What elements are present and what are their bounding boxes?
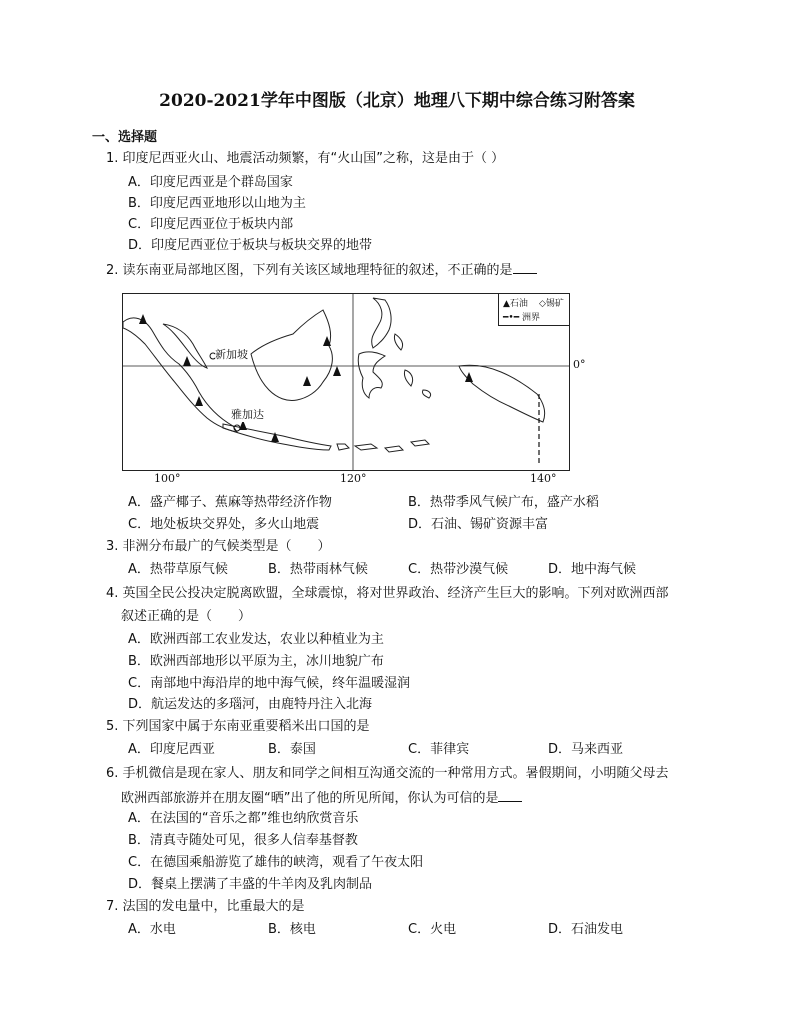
question-number: 3. bbox=[106, 539, 119, 554]
question-text: 手机微信是现在家人、朋友和同学之间相互沟通交流的一种常用方式。暑假期间，小明随父母去 bbox=[122, 766, 669, 781]
option-3d: D．地中海气候 bbox=[548, 562, 637, 577]
question-7 bbox=[106, 899, 305, 915]
question-number: 1. bbox=[106, 151, 119, 166]
option-3b: B．热带雨林气候 bbox=[268, 562, 368, 577]
question-text: 印度尼西亚火山、地震活动频繁，有“火山国”之称，这是由于（ ） bbox=[122, 151, 505, 166]
question-number: 5. bbox=[106, 719, 119, 734]
option-1b: B．印度尼西亚地形以山地为主 bbox=[128, 196, 306, 211]
option-7c: C．火电 bbox=[408, 922, 457, 937]
option-5a: A．印度尼西亚 bbox=[128, 742, 215, 757]
question-text: 非洲分布最广的气候类型是（ ） bbox=[122, 539, 331, 554]
option-5b: B．泰国 bbox=[268, 742, 316, 757]
option-4d: D．航运发达的多瑙河，由鹿特丹注入北海 bbox=[128, 697, 373, 712]
answer-blank bbox=[513, 261, 537, 274]
answer-blank bbox=[498, 789, 522, 802]
option-6b: B．清真寺随处可见，很多人信奉基督教 bbox=[128, 833, 358, 848]
tick-lat-0: 0° bbox=[573, 358, 586, 371]
option-2d: D．石油、锡矿资源丰富 bbox=[408, 517, 549, 532]
option-7a: A．水电 bbox=[128, 922, 176, 937]
question-2 bbox=[106, 261, 537, 279]
option-6a: A．在法国的“音乐之都”维也纳欣赏音乐 bbox=[128, 811, 359, 826]
tick-lon-140: 140° bbox=[530, 472, 557, 485]
option-2c: C．地处板块交界处，多火山地震 bbox=[128, 517, 320, 532]
tick-lon-100: 100° bbox=[154, 472, 181, 485]
option-7d: D．石油发电 bbox=[548, 922, 624, 937]
option-4a: A．欧洲西部工农业发达，农业以种植业为主 bbox=[128, 632, 384, 647]
page-title: 2020-2021学年中图版（北京）地理八下期中综合练习附答案 bbox=[159, 91, 635, 111]
option-3a: A．热带草原气候 bbox=[128, 562, 228, 577]
question-text: 下列国家中属于东南亚重要稻米出口国的是 bbox=[122, 719, 370, 734]
option-6d: D．餐桌上摆满了丰盛的牛羊肉及乳肉制品 bbox=[128, 877, 373, 892]
option-5d: D．马来西亚 bbox=[548, 742, 624, 757]
question-4-continued: 叙述正确的是（ ） bbox=[121, 609, 252, 624]
option-1a: A．印度尼西亚是个群岛国家 bbox=[128, 175, 293, 190]
label-singapore: 新加坡 bbox=[215, 348, 248, 361]
label-jakarta: 雅加达 bbox=[231, 408, 264, 421]
tick-lon-120: 120° bbox=[340, 472, 367, 485]
southeast-asia-map bbox=[122, 293, 586, 471]
question-number: 6. bbox=[106, 766, 119, 781]
question-number: 2. bbox=[106, 263, 119, 278]
option-2b: B．热带季风气候广布，盛产水稻 bbox=[408, 495, 599, 510]
question-1 bbox=[106, 151, 504, 167]
legend-boundary: ━•━ 洲界 bbox=[503, 313, 541, 323]
option-7b: B．核电 bbox=[268, 922, 316, 937]
question-6-continued: 欧洲西部旅游并在朋友圈“晒”出了他的所见所闻，你认为可信的是 bbox=[121, 789, 522, 807]
option-6c: C．在德国乘船游览了雄伟的峡湾，观看了午夜太阳 bbox=[128, 855, 424, 870]
question-number: 4. bbox=[106, 586, 119, 601]
question-4 bbox=[106, 586, 669, 602]
question-number: 7. bbox=[106, 899, 119, 914]
section-heading: 一、选择题 bbox=[92, 130, 158, 145]
question-text: 法国的发电量中，比重最大的是 bbox=[122, 899, 305, 914]
option-4c: C．南部地中海沿岸的地中海气候，终年温暖湿润 bbox=[128, 676, 411, 691]
question-text: 英国全民公投决定脱离欧盟，全球震惊，将对世界政治、经济产生巨大的影响。下列对欧洲西部 bbox=[122, 586, 669, 601]
option-3c: C．热带沙漠气候 bbox=[408, 562, 509, 577]
option-1d: D．印度尼西亚位于板块与板块交界的地带 bbox=[128, 238, 373, 253]
legend-oil: ▲石油 bbox=[503, 299, 528, 309]
option-1c: C．印度尼西亚位于板块内部 bbox=[128, 217, 294, 232]
option-4b: B．欧洲西部地形以平原为主，冰川地貌广布 bbox=[128, 654, 384, 669]
question-3 bbox=[106, 539, 331, 555]
option-5c: C．菲律宾 bbox=[408, 742, 470, 757]
question-5 bbox=[106, 719, 370, 735]
legend-tin: ◇锡矿 bbox=[539, 299, 564, 309]
question-6 bbox=[106, 766, 669, 782]
map-legend bbox=[498, 294, 569, 326]
option-2a: A．盛产椰子、蕉麻等热带经济作物 bbox=[128, 495, 332, 510]
question-text: 读东南亚局部地区图，下列有关该区域地理特征的叙述，不正确的是 bbox=[122, 263, 513, 278]
